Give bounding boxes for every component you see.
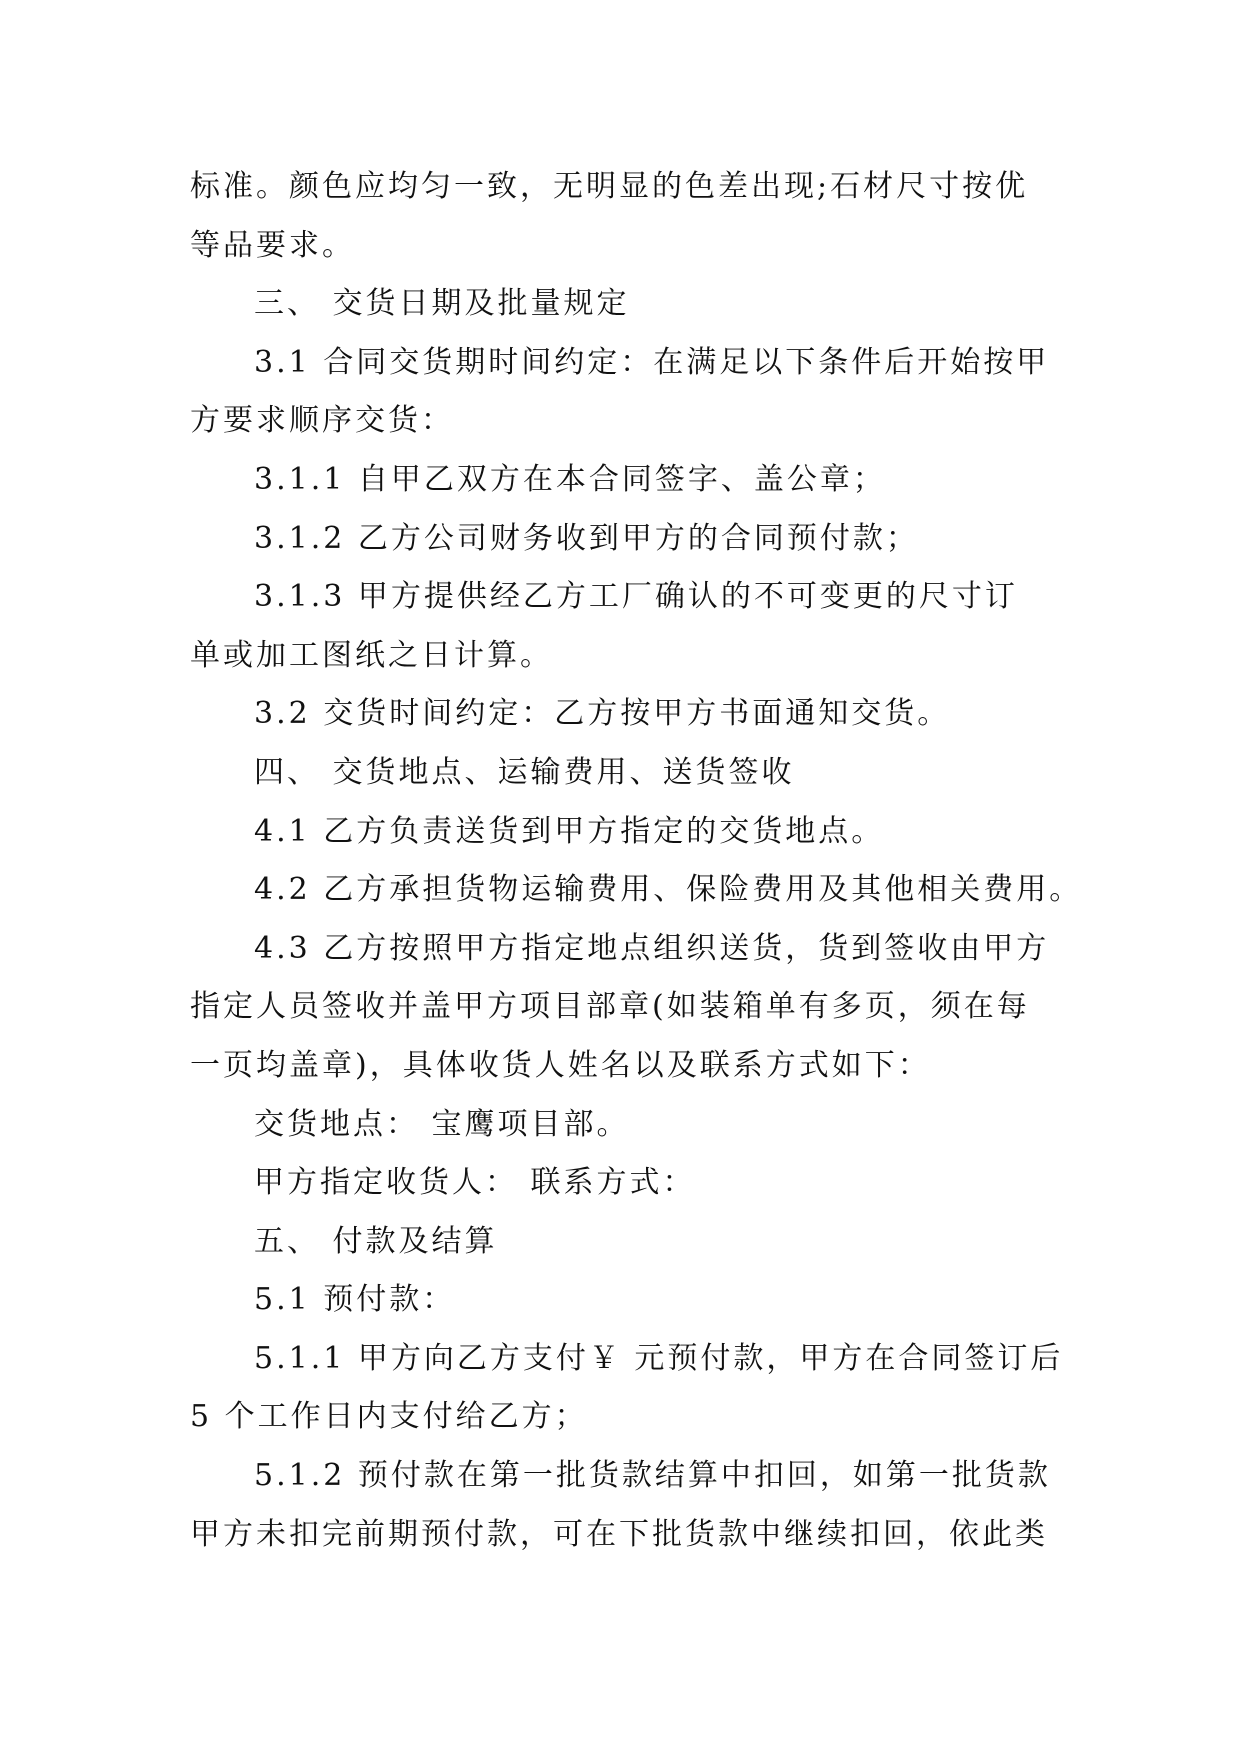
text-line: 3.1.2 乙方公司财务收到甲方的合同预付款； xyxy=(254,520,919,556)
text-line: 标准。颜色应均匀一致，无明显的色差出现;石材尺寸按优 xyxy=(190,169,1029,204)
text-line: 5.1 预付款： xyxy=(254,1282,456,1318)
text-line: 4.3 乙方按照甲方指定地点组织送货，货到签收由甲方 xyxy=(254,930,1050,966)
text-line: 一页均盖章)，具体收货人姓名以及联系方式如下： xyxy=(190,1047,931,1083)
text-line: 4.2 乙方承担货物运输费用、保险费用及其他相关费用。 xyxy=(254,872,1083,908)
text-line: 指定人员签收并盖甲方项目部章(如装箱单有多页，须在每 xyxy=(190,989,1030,1025)
text-line: 方要求顺序交货： xyxy=(190,403,454,439)
document-body xyxy=(190,158,1083,1564)
text-line: 单或加工图纸之日计算。 xyxy=(190,637,553,673)
section-heading: 三、 交货日期及批量规定 xyxy=(254,286,630,322)
text-line: 甲方指定收货人： 联系方式： xyxy=(254,1165,696,1201)
text-line: 5.1.2 预付款在第一批货款结算中扣回，如第一批货款 xyxy=(254,1458,1051,1494)
text-line: 3.1 合同交货期时间约定：在满足以下条件后开始按甲 xyxy=(254,344,1050,380)
section-heading: 五、 付款及结算 xyxy=(254,1223,498,1259)
text-line: 3.2 交货时间约定：乙方按甲方书面通知交货。 xyxy=(254,696,951,732)
text-line: 4.1 乙方负责送货到甲方指定的交货地点。 xyxy=(254,813,885,849)
text-line: 5.1.1 甲方向乙方支付￥ 元预付款，甲方在合同签订后 xyxy=(254,1340,1064,1376)
text-line: 5 个工作日内支付给乙方； xyxy=(190,1399,588,1435)
text-line: 3.1.1 自甲乙双方在本合同签字、盖公章； xyxy=(254,461,886,497)
text-line: 甲方未扣完前期预付款，可在下批货款中继续扣回，依此类 xyxy=(190,1516,1048,1552)
section-heading: 四、 交货地点、运输费用、送货签收 xyxy=(254,754,795,790)
text-line: 3.1.3 甲方提供经乙方工厂确认的不可变更的尺寸订 xyxy=(254,579,1018,615)
text-line: 等品要求。 xyxy=(190,227,355,263)
text-line: 交货地点： 宝鹰项目部。 xyxy=(254,1106,630,1142)
